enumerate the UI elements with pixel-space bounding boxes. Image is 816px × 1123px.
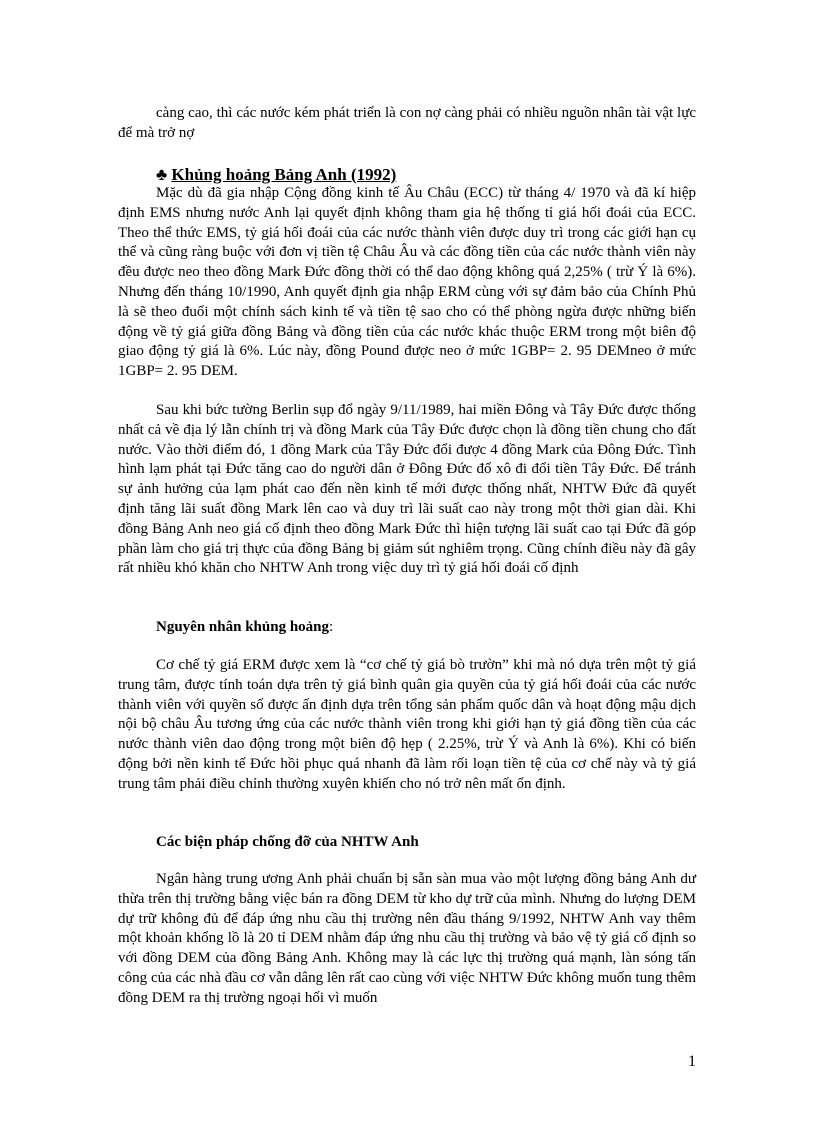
heading-measures: Các biện pháp chống đỡ của NHTW Anh bbox=[156, 834, 419, 850]
section-title: Khủng hoảng Bảng Anh (1992) bbox=[171, 165, 397, 184]
club-suit-icon: ♣ bbox=[156, 165, 168, 184]
page-number: 1 bbox=[688, 1053, 696, 1070]
section-heading bbox=[156, 164, 396, 186]
paragraph-erm-mechanism: Cơ chế tỷ giá ERM được xem là “cơ chế tỷ giá bò trườn” khi mà nó dựa trên một tỷ giá trung tâm, được tính toán dựa trên tỷ giá bình quân gia quyền của tỷ giá hối đoái của các nước thành viên với quyền số được ấn định dựa trên tổng sản phẩm quốc dân và hoạt động mậu dịch nội bộ châu Âu tương ứng của các nước thành viên trong khi giới hạn tỷ giá đồng tiền của các nước thành viên dao động trong một biên độ hẹp ( 2.25%, trừ Ý và Anh là 6%). Khi có biến động bởi nền kinh tế Đức hồi phục quá nhanh đã làm rối loạn tiền tệ của cơ chế này và tỷ giá trung tâm phải điều chỉnh thường xuyên khiến cho nó trở nên mất ổn định. bbox=[118, 657, 696, 792]
continuation-paragraph: càng cao, thì các nước kém phát triển là con nợ càng phải có nhiều nguồn nhân tài vật lực để mà trở nợ bbox=[118, 105, 696, 141]
heading-causes bbox=[156, 617, 333, 637]
paragraph-boe-measures: Ngân hàng trung ương Anh phải chuẩn bị sẵn sàn mua vào một lượng đồng bảng Anh dư thừa trên thị trường bằng việc bán ra đồng DEM từ kho dự trữ của mình. Nhưng do lượng DEM dự trữ không đủ để đáp ứng nhu cầu thị trường nên đầu tháng 9/1992, NHTW Anh vay thêm một khoản khổng lồ là 20 tỉ DEM nhằm đáp ứng nhu cầu thị trường và bảo vệ tỷ giá cố định so với đồng DEM của đồng Bảng Anh. Không may là các lực thị trường quá mạnh, làn sóng tấn công của các nhà đầu cơ vẫn dâng lên rất cao cùng với việc NHTW Đức không muốn tung thêm đồng DEM ra thị trường ngoại hối vì muốn bbox=[118, 871, 696, 1006]
heading-causes-colon: : bbox=[329, 619, 334, 635]
paragraph-ecc-erm: Mặc dù đã gia nhập Cộng đồng kinh tế Âu Châu (ECC) từ tháng 4/ 1970 và đã kí hiệp định EMS nhưng nước Anh lại quyết định không tham gia hệ thống tỉ giá hối đoái của ECC. Theo thể thức EMS, tỷ giá hối đoái của các nước thành viên được duy trì trong các giới hạn cụ thể và cũng ràng buộc với đơn vị tiền tệ Châu Âu và các đồng tiền của các nước thành viên này đều được neo theo đồng Mark Đức đồng thời có thể dao động không quá 2,25% ( trừ Ý là 6%). Nhưng đến tháng 10/1990, Anh quyết định gia nhập ERM cùng với sự đảm bảo của Chính Phủ là sẽ theo đuổi một chính sách kinh tế và tiền tệ sao cho có thể phòng ngừa được những biến động về tỷ giá giữa đồng Bảng và đồng tiền của các nước khác thuộc ERM trong một biên độ giao động tỷ giá là 6%. Lúc này, đồng Pound được neo ở mức 1GBP= 2. 95 DEMneo ở mức 1GBP= 2. 95 DEM. bbox=[118, 185, 696, 380]
heading-causes-text: Nguyên nhân khủng hoảng bbox=[156, 619, 330, 635]
paragraph-berlin-wall: Sau khi bức tường Berlin sụp đổ ngày 9/11/1989, hai miền Đông và Tây Đức được thống nhất cả về địa lý lẫn chính trị và đồng Mark của Tây Đức được chọn là đồng tiền chung cho đất nước. Vào thời điểm đó, 1 đồng Mark của Tây Đức đổi được 4 đồng Mark của Đông Đức. Tình hình lạm phát tại Đức tăng cao do người dân ở Đông Đức đổ xô đi đổi tiền Tây Đức. Để tránh sự ảnh hưởng của lạm phát cao đến nền kinh tế mới được thống nhất, NHTW Đức đã quyết định tăng lãi suất đồng Mark lên cao và duy trì lãi suất cao này trong một thời gian dài. Khi đồng Bảng Anh neo giá cố định theo đồng Mark Đức thì hiện tượng lãi suất cao tại Đức đã góp phần làm cho giá trị thực của đồng Bảng bị giảm sút nghiêm trọng. Cũng chính điều này đã gây rất nhiều khó khăn cho NHTW Anh trong việc duy trì tỷ giá hối đoái cố định bbox=[118, 402, 696, 577]
